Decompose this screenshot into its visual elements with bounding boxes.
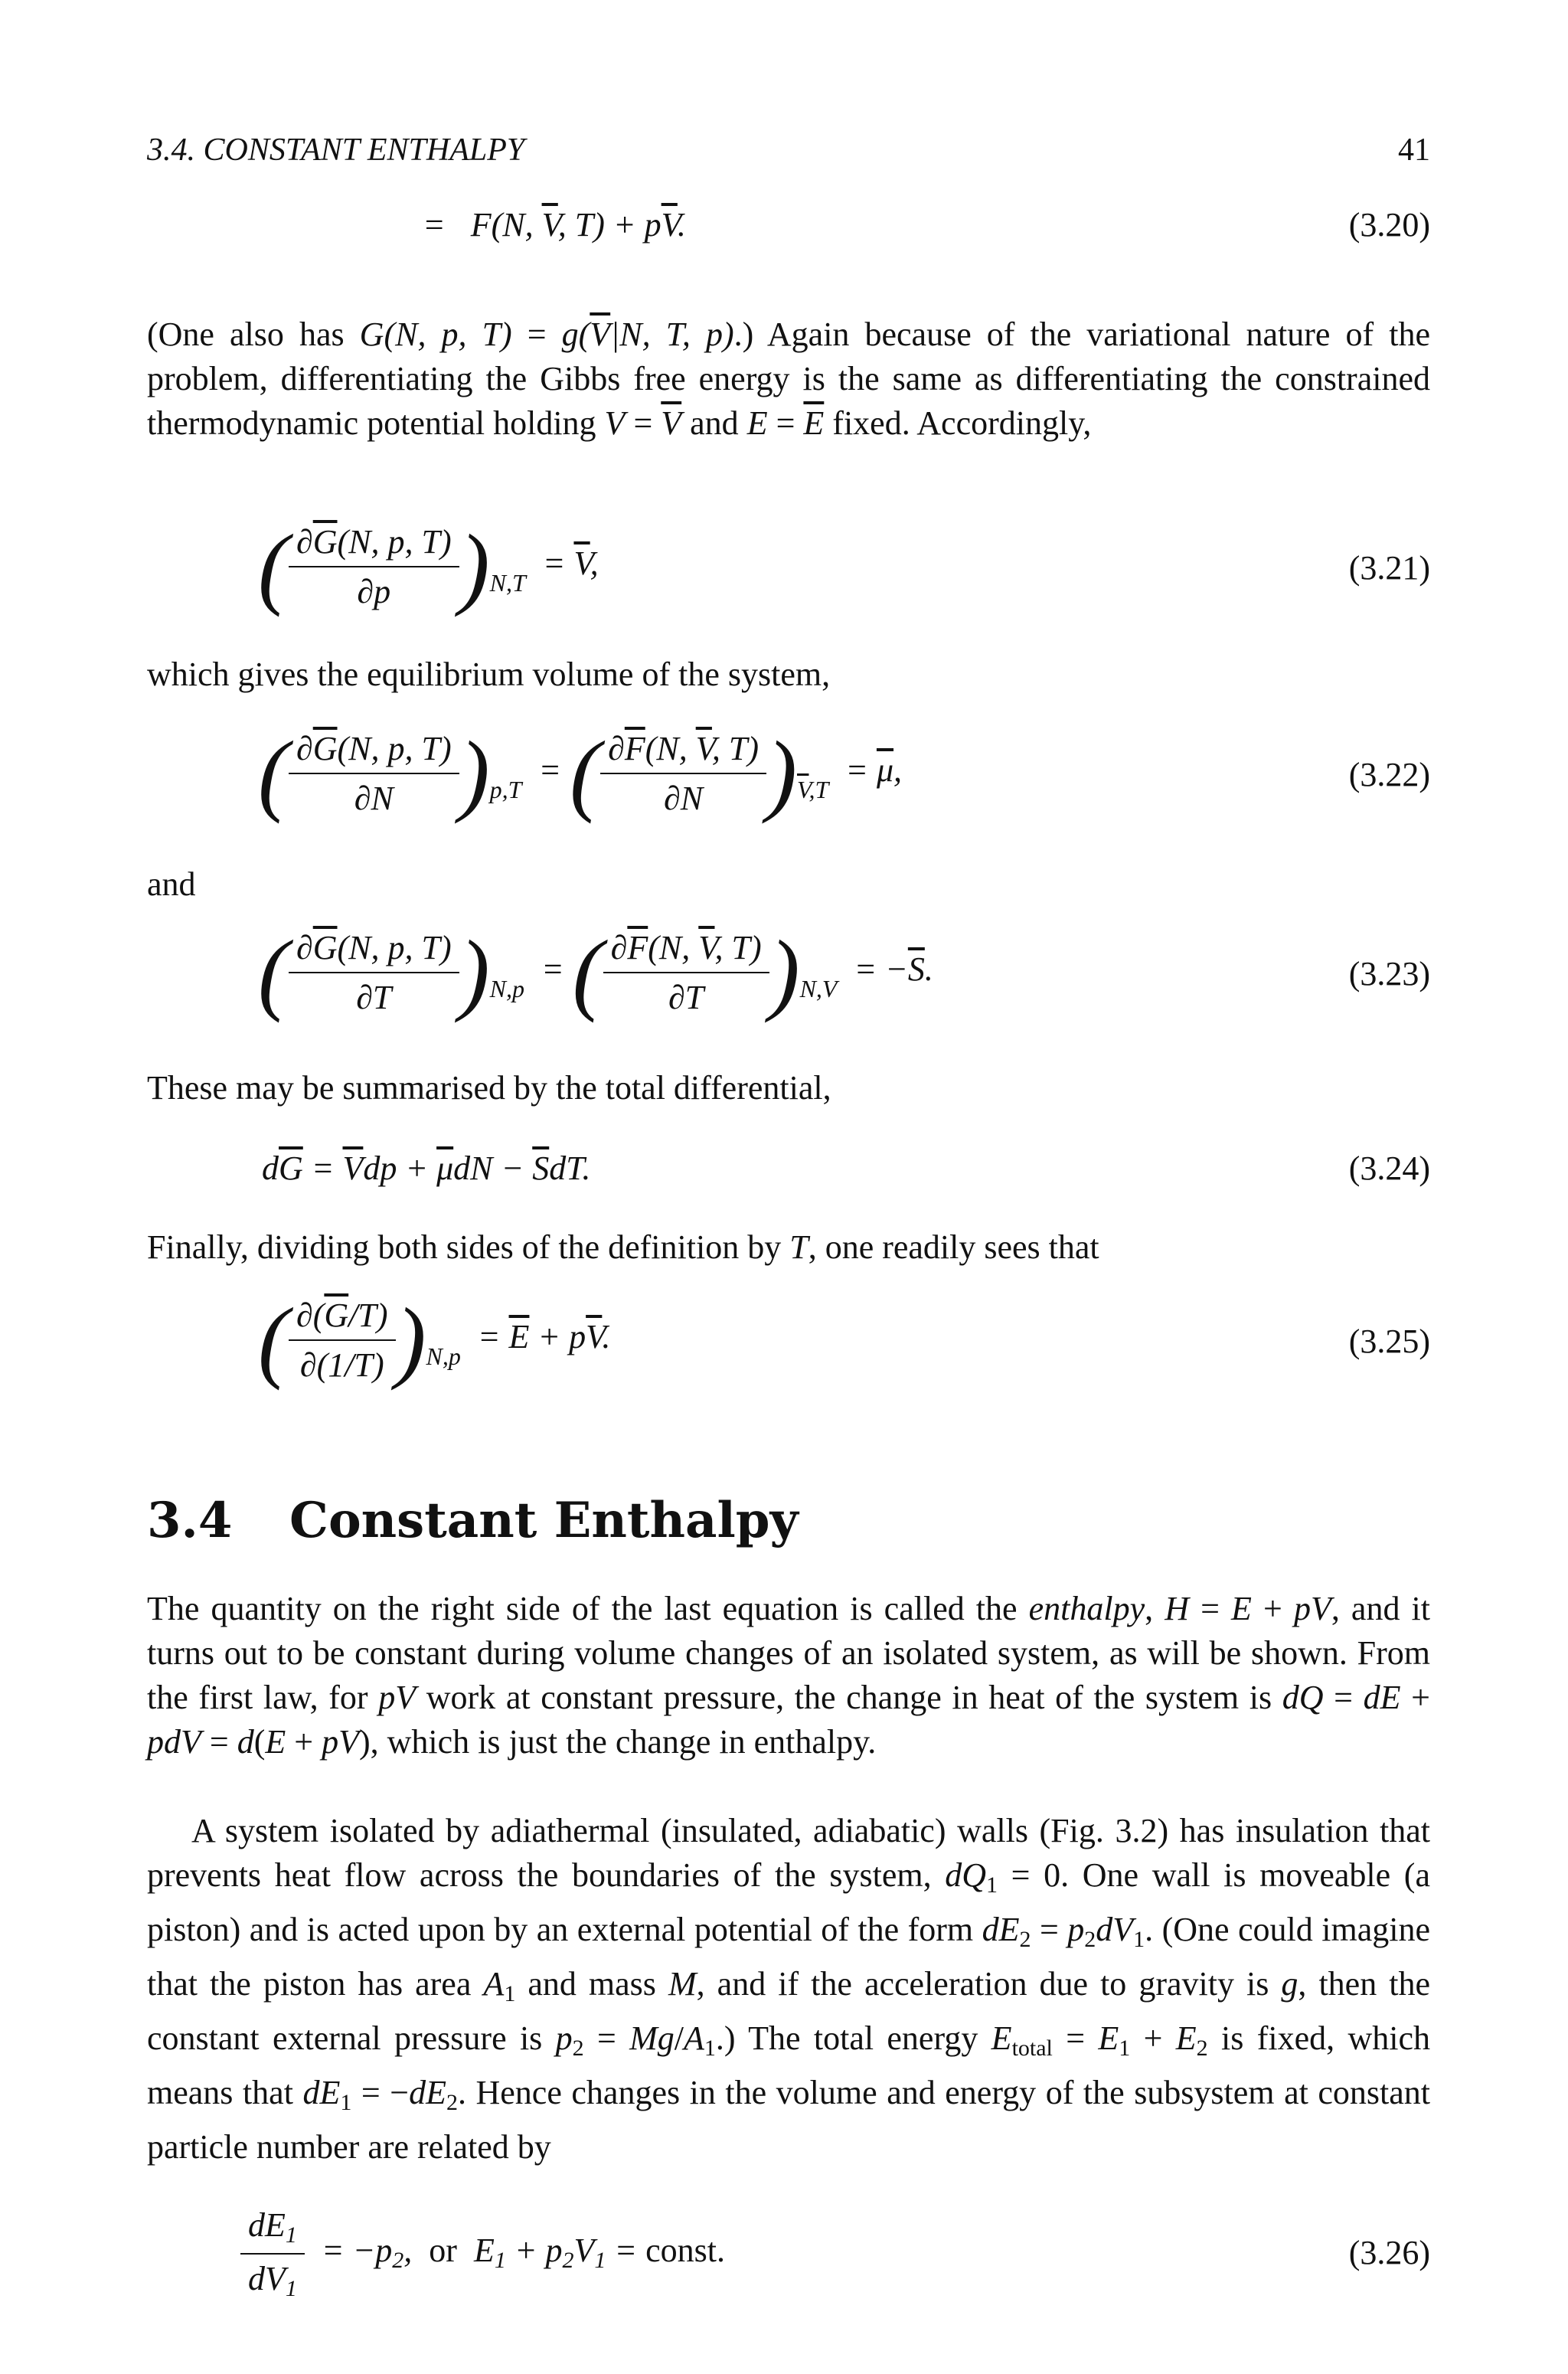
running-title: 3.4. CONSTANT ENTHALPY [147,132,525,168]
equation-number: (3.20) [1348,206,1430,244]
paragraph-6: The quantity on the right side of the last equation is called the enthalpy, H = E + pV, and it turns out to be constant during volume changes of an isolated system, as will be shown. From the first law, for pV work at constant pressure, the change in heat of the system is dQ = dE + pdV = d(E + pV), which is just the change in enthalpy. [147,1590,1430,1761]
section-number: 3.4 [147,1492,233,1549]
paragraph-1: (One also has G(N, p, $T) = g(\overline{V}|N$, T, p).) Again because of the variational nature of the problem, differentiating the Gibbs free energy is the same as differentiating the constrained thermodynamic potential holding $V = \overline{V}$ and $E = \overline{E}$ fixed. Accordingly, [147,316,1430,442]
equation-3-25: ( $\frac{\partial(\overline{G}/T)}{\partial(1/T)}$ )$_{N,p} = \overline{E} + p\overline{V}$. (3.25) [258,1289,1430,1391]
equation-3-21: ( $\frac{\partial\overline{G}(N, p, T)}{\partial p}$ )$_{N,T} = \overline{V}$, (3.21) [258,515,1430,617]
paragraph-3: and [147,865,196,903]
book-page: 3.4. CONSTANT ENTHALPY 41 = F(N, $\overline{V}$, $T) + p\overline{V}$. (3.20) (One also has G(N, p, $T) = g(\overline{V}|N$, T, p).) Again because of the variational nature of the problem, differentiating the Gibbs free energy is the same as differentiating the constrained thermodynamic potential holding $V = \overline{V}$ and $E = \overline{E}$ fixed. Accordingly, ( $\frac{\partial\overline{G}(N, p, T)}{\partial p}$ )$_{N,T} = \overline{V}$, (3.21) which gives the equilibrium volume of the system, ( $\frac{\partial\overline{G}(N, p, T)}{\partial N}$ )$_{p,T}$ = ( $\frac{\partial\overline{F}(N, \overline{V}, T)}{\partial N}$ )$_{\overline{V},T} = \overline{\mu}$, (3.22) and ( $\frac{\partial\overline{G}(N, p, T)}{\partial T}$ )$_{N,p}$ = ( $\frac{\partial\overline{F}(N, \overline{V}, T)}{\partial T}$ )$_{N,V} = -\overline{S}$. (3.23) These may be summarised by the total differential, $d\overline{G} = \overline{V}dp + \overline{\mu}dN - \overline{S}dT$. (3.24) Finally, dividing both sides of the definition by T, one readily sees that ( $\frac{\partial(\overline{G}/T)}{\partial(1/T)}$ )$_{N,p} = \overline{E} + p\overline{V}$. (3.25) 3.4 Constant Enthalpy The quantity on the right side of the last equation is called the enthalpy, H = E + pV, and it turns out to be constant during volume changes of an isolated system, as will be shown. From the first law, for pV work at constant pressure, the change in heat of the system is dQ = dE + pdV = d(E + pV), which is just the change in enthalpy. A system isolated by adiathermal (insulated, adiabatic) walls (Fig. 3.2) has insulation that prevents heat flow across the boundaries of the system, dQ1 = 0. One wall is moveable (a piston) and is acted upon by an external potential of the form dE2 = p2dV1. (One could imagine that the piston has area A1 and mass M, and if the acceleration due to gravity is g, then the constant external pressure is p2 = Mg/A1.) The total energy Etotal = E1 + E2 is fixed, which means that dE1 = −dE2. Hence changes in the volume and energy of the subsystem at constant particle number are related by $\frac{dE1}{dV1}$ = −p2, or E1 + p2V1 = const. (3.26) [147,132,1430,2301]
equation-number: (3.26) [1348,2234,1430,2271]
equation-number: (3.21) [1348,549,1430,587]
section-title: Constant Enthalpy [289,1492,799,1549]
equation-number: (3.23) [1348,955,1430,992]
equation-number: (3.22) [1348,756,1430,793]
equation-number: (3.25) [1348,1323,1430,1360]
equation-3-23: ( $\frac{\partial\overline{G}(N, p, T)}{\partial T}$ )$_{N,p}$ = ( $\frac{\partial\overline{F}(N, \overline{V}, T)}{\partial T}$ )$_{N,V} = -\overline{S}$. (3.23) [258,921,1430,1023]
equation-3-26: $\frac{dE1}{dV1}$ = −p2, or E1 + p2V1 = const. (3.26) [147,2206,1430,2297]
running-header [147,132,1430,178]
paragraph-5: Finally, dividing both sides of the definition by T, one readily sees that [147,1228,1099,1266]
paragraph-4: These may be summarised by the total differential, [147,1069,831,1107]
paragraph-2: which gives the equilibrium volume of the system, [147,656,831,693]
equation-3-22: ( $\frac{\partial\overline{G}(N, p, T)}{\partial N}$ )$_{p,T}$ = ( $\frac{\partial\overline{F}(N, \overline{V}, T)}{\partial N}$ )$_{\overline{V},T} = \overline{\mu}$, (3.22) [258,722,1430,824]
equation-number: (3.24) [1348,1149,1430,1187]
page-number: 41 [1398,132,1430,168]
section-heading [147,1492,799,1549]
paragraph-7: A system isolated by adiathermal (insulated, adiabatic) walls (Fig. 3.2) has insulation that prevents heat flow across the boundaries of the system, dQ1 = 0. One wall is moveable (a piston) and is acted upon by an external potential of the form dE2 = p2dV1. (One could imagine that the piston has area A1 and mass M, and if the acceleration due to gravity is g, then the constant external pressure is p2 = Mg/A1.) The total energy Etotal = E1 + E2 is fixed, which means that dE1 = −dE2. Hence changes in the volume and energy of the subsystem at constant particle number are related by [147,1812,1430,2166]
